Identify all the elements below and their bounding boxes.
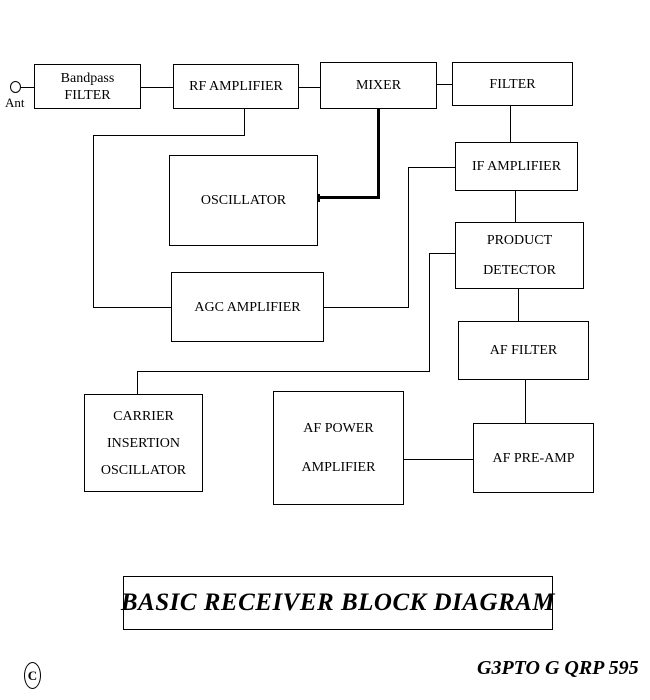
block-label: MIXER [355, 78, 402, 93]
block-label: DETECTOR [483, 263, 556, 278]
block-label: Bandpass [60, 70, 115, 86]
block-rf-amplifier [173, 64, 299, 109]
connector-rf-agc-v1 [244, 109, 245, 135]
block-label: FILTER [64, 87, 111, 103]
block-af-filter [458, 321, 589, 380]
block-label: IF AMPLIFIER [471, 159, 562, 174]
block-if-amplifier [455, 142, 578, 191]
connector-bandpass-rf [141, 87, 173, 88]
connector-agc-if-h1 [324, 307, 408, 308]
connector-mixer-oscillator-h [318, 196, 380, 199]
diagram-title-box [120, 576, 556, 630]
connector-preamp-power [404, 459, 473, 460]
block-label: AF PRE-AMP [492, 450, 575, 466]
block-agc-amplifier [171, 272, 324, 342]
block-carrier-insertion-oscillator [84, 394, 203, 492]
block-af-power-amplifier [273, 391, 404, 505]
connector-mixer-filter [437, 84, 452, 85]
copyright-letter: C [27, 667, 38, 683]
block-oscillator [169, 155, 318, 246]
block-label: FILTER [489, 76, 536, 92]
block-label: RF AMPLIFIER [189, 79, 283, 94]
block-filter [452, 62, 573, 106]
block-label: AF FILTER [489, 343, 558, 358]
antenna-label: Ant [5, 95, 25, 110]
block-label: AMPLIFIER [301, 460, 376, 475]
connector-detector-affilter [518, 289, 519, 321]
block-label: OSCILLATOR [100, 462, 187, 478]
block-label: INSERTION [106, 435, 181, 451]
antenna-icon [10, 81, 21, 93]
block-product-detector [455, 222, 584, 289]
block-label: PRODUCT [486, 233, 553, 248]
block-bandpass-filter [34, 64, 141, 109]
connector-affilter-preamp [525, 380, 526, 423]
connector-detector-cio-h2 [137, 371, 430, 372]
connector-detector-cio-v2 [137, 371, 138, 394]
block-label: AGC AMPLIFIER [194, 299, 301, 315]
credit-text: G3PTO G QRP 595 [477, 657, 639, 679]
copyright-icon [24, 662, 41, 689]
diagram-title: BASIC RECEIVER BLOCK DIAGRAM [120, 589, 556, 616]
connector-rf-agc-h1 [93, 135, 245, 136]
connector-filter-if [510, 105, 511, 142]
connector-ant-bandpass [21, 87, 34, 88]
block-label: AF POWER [303, 421, 374, 436]
connector-detector-cio-h1 [429, 253, 455, 254]
connector-agc-if-h2 [408, 167, 455, 168]
connector-detector-cio-v1 [429, 253, 430, 372]
connector-agc-if-v [408, 167, 409, 308]
connector-rf-agc-v2 [93, 135, 94, 308]
block-label: OSCILLATOR [200, 193, 287, 208]
connector-agc-input [93, 307, 171, 308]
block-af-pre-amp [473, 423, 594, 493]
block-label: CARRIER [113, 408, 174, 424]
block-mixer [320, 62, 437, 109]
connector-rf-mixer [299, 87, 320, 88]
connector-if-detector [515, 191, 516, 222]
connector-mixer-oscillator-v [377, 109, 380, 199]
